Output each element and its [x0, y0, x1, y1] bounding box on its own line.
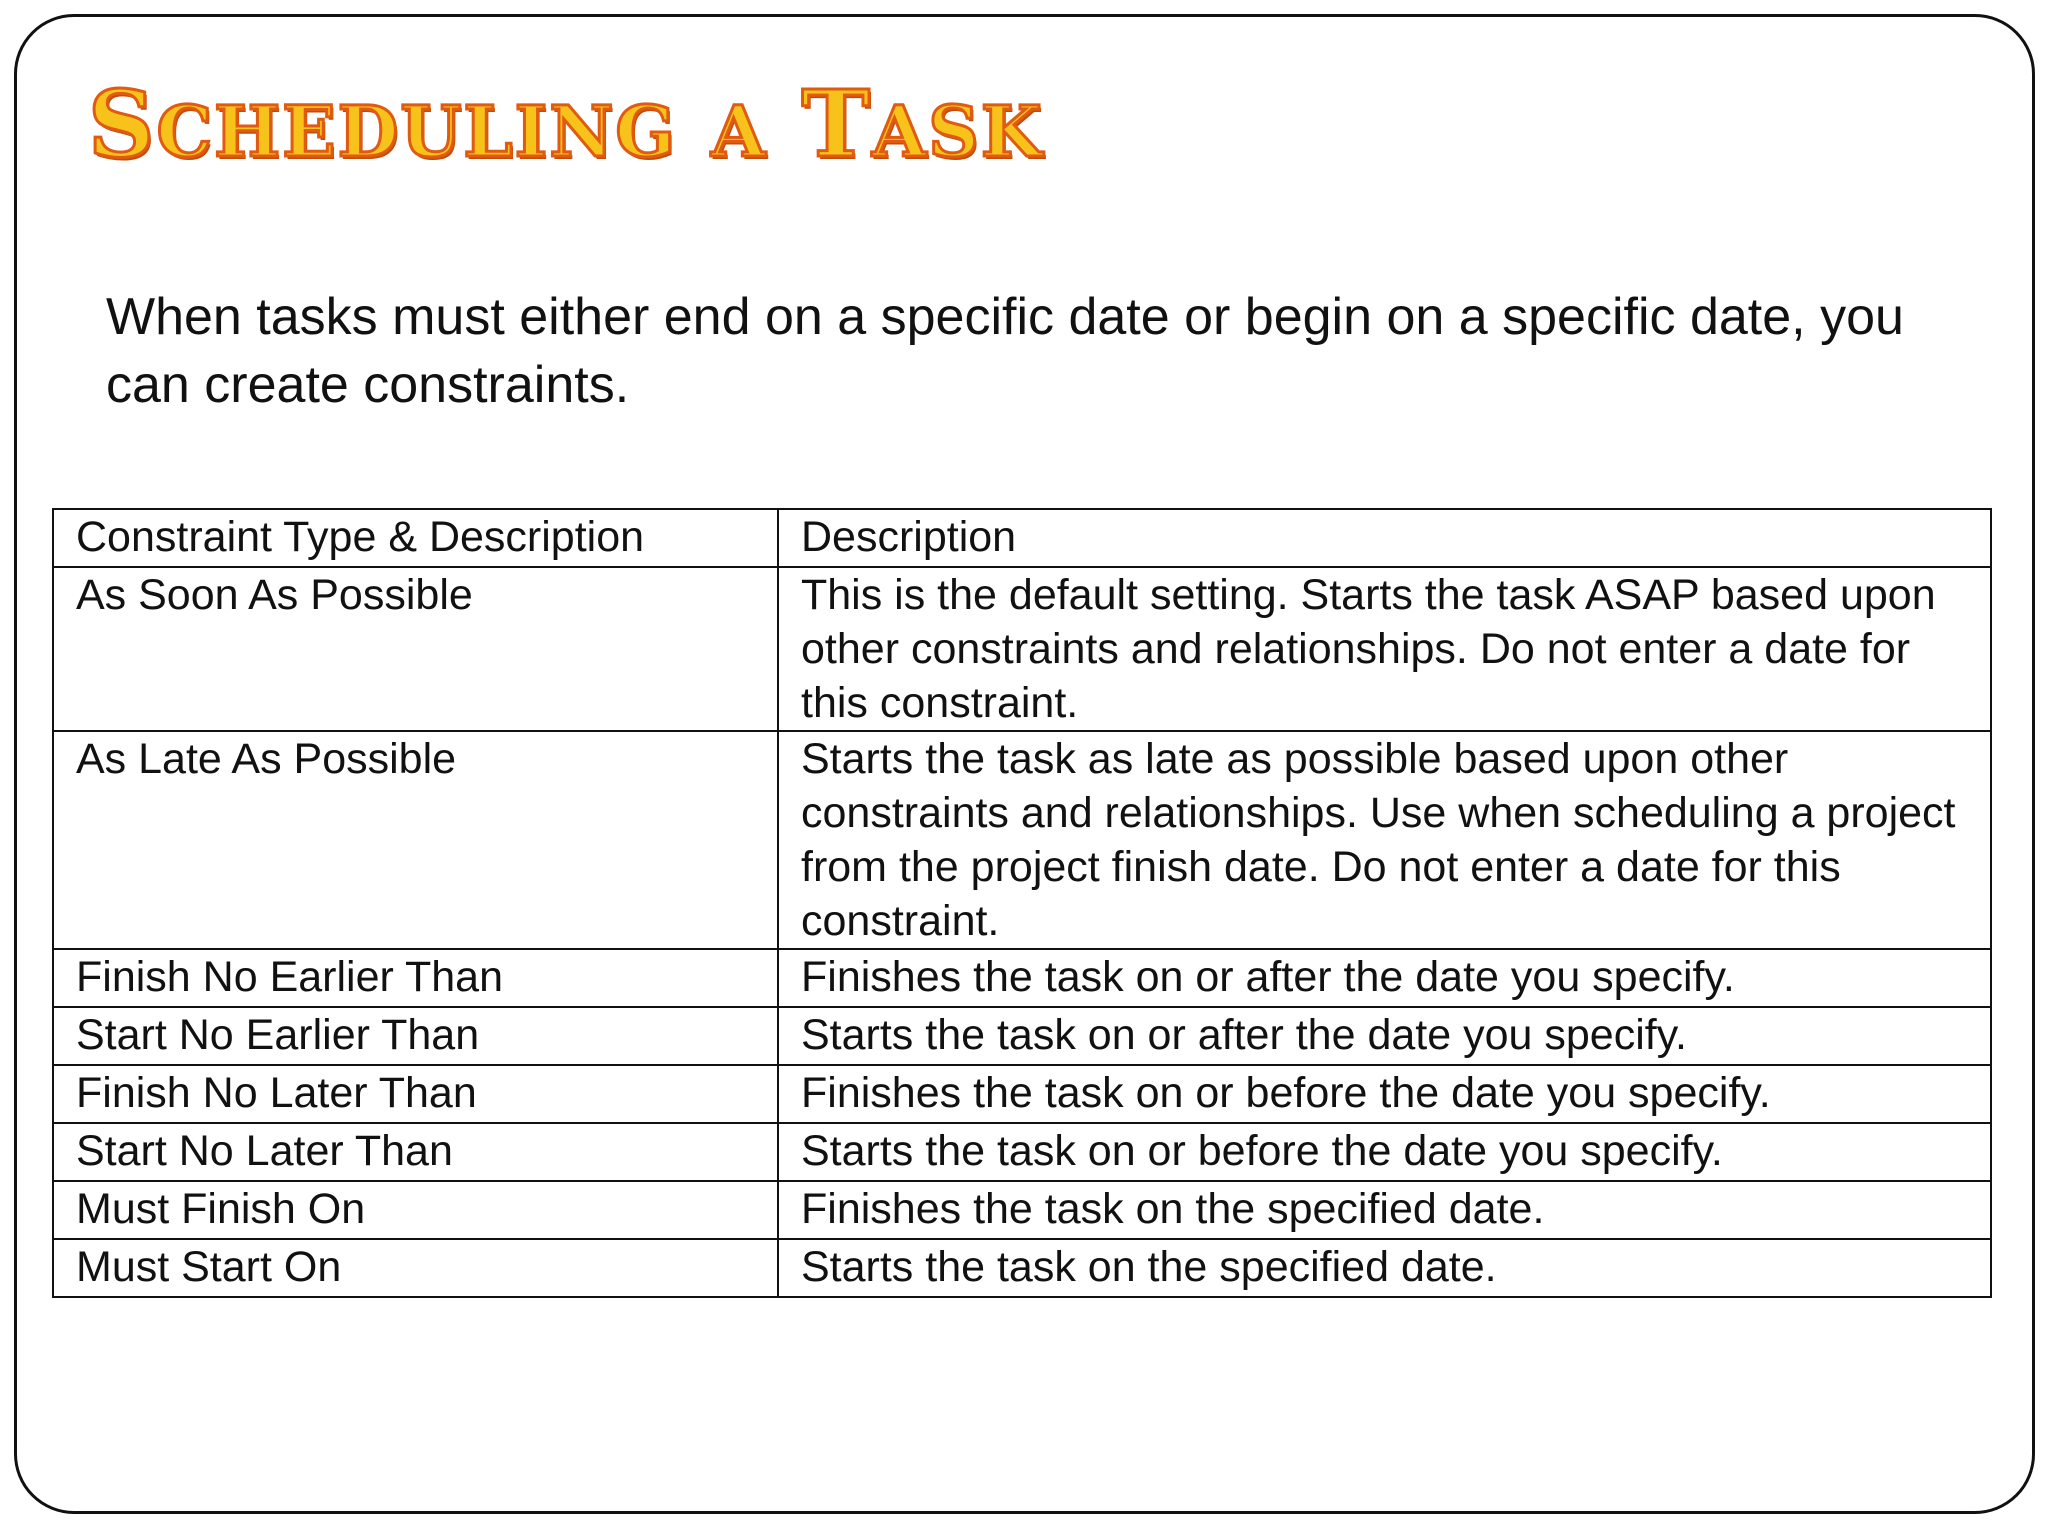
- constraint-description-cell: Starts the task as late as possible based upon other constraints and relationships. Use when scheduling a project from the project finish date. Do not enter a date for this constraint.: [778, 731, 1991, 949]
- slide-title: [88, 70, 1044, 178]
- title-part: T: [767, 70, 872, 178]
- constraint-description-cell: Finishes the task on or before the date you specify.: [778, 1065, 1991, 1123]
- constraint-description-cell: Starts the task on or before the date you specify.: [778, 1123, 1991, 1181]
- title-part: ASK: [871, 90, 1044, 173]
- table-row: [53, 1181, 1991, 1239]
- constraint-type-cell: Finish No Later Than: [53, 1065, 778, 1123]
- title-part: A: [711, 90, 768, 173]
- header-cell-constraint-type: Constraint Type & Description: [53, 509, 778, 567]
- title-part: CHEDULING: [156, 90, 678, 173]
- intro-text: When tasks must either end on a specific date or begin on a specific date, you can create constraints.: [106, 288, 1904, 414]
- table-row: [53, 1065, 1991, 1123]
- table-row: [53, 731, 1991, 949]
- constraint-type-cell: As Soon As Possible: [53, 567, 778, 731]
- constraint-description-cell: Finishes the task on or after the date you specify.: [778, 949, 1991, 1007]
- constraint-table: [52, 508, 1992, 1298]
- constraint-description-cell: This is the default setting. Starts the task ASAP based upon other constraints and relationships. Do not enter a date for this constraint.: [778, 567, 1991, 731]
- title-part: [677, 70, 711, 178]
- table-row: [53, 1007, 1991, 1065]
- constraint-type-cell: Must Start On: [53, 1239, 778, 1297]
- constraint-type-cell: Start No Earlier Than: [53, 1007, 778, 1065]
- header-cell-description: Description: [778, 509, 1991, 567]
- table-row: [53, 1239, 1991, 1297]
- constraint-description-cell: Finishes the task on the specified date.: [778, 1181, 1991, 1239]
- constraint-description-cell: Starts the task on or after the date you specify.: [778, 1007, 1991, 1065]
- constraint-type-cell: Finish No Earlier Than: [53, 949, 778, 1007]
- table-header-row: [53, 509, 1991, 567]
- constraint-type-cell: Start No Later Than: [53, 1123, 778, 1181]
- constraint-type-cell: Must Finish On: [53, 1181, 778, 1239]
- table-row: [53, 949, 1991, 1007]
- table-row: [53, 1123, 1991, 1181]
- table-row: [53, 567, 1991, 731]
- constraint-type-cell: As Late As Possible: [53, 731, 778, 949]
- title-part: S: [88, 70, 157, 178]
- constraint-description-cell: Starts the task on the specified date.: [778, 1239, 1991, 1297]
